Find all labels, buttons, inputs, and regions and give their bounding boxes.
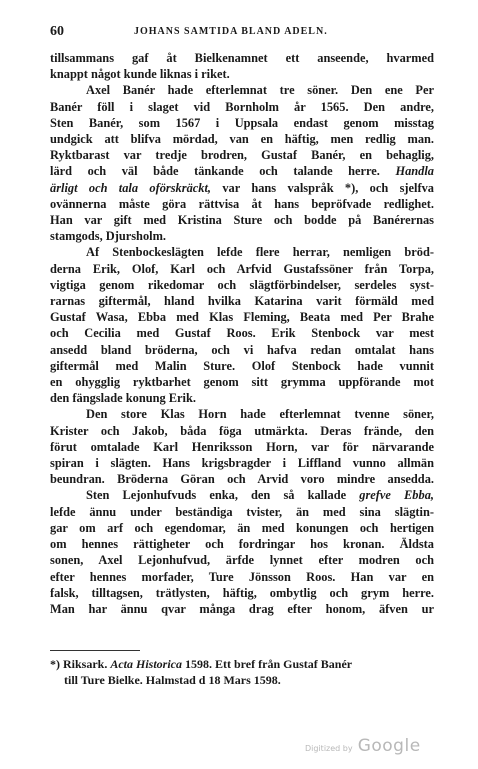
text-line: knappt något kunde liknas i riket. <box>50 67 230 82</box>
text-line: undgick att blifva mördad, van en häftig, men redlig man. <box>50 132 434 147</box>
footnote-rule <box>50 650 140 651</box>
text-line: Af Stenbockeslägten lefde flere herrar, nemligen bröd- <box>86 245 434 260</box>
footnote <box>50 656 434 688</box>
text-line: Sten Banér, som 1567 i Uppsala endast genom misstag <box>50 115 434 130</box>
text-line: sonen, Axel Lejonhufvud, ärfde lynnet efter modren och <box>50 553 434 568</box>
text-line: om hennes rättigheter och fordringar hos kronan. Äldsta <box>50 537 434 552</box>
text-line: spiran i slägten. Hans krigsbragder i Liffland vunno allmän <box>50 456 434 471</box>
text-line: ärligt och tala oförskräckt, var hans valspråk *), och sjelfva <box>50 180 434 195</box>
text-line: ovännerna måste göra rättvisa åt hans bepröfvade redlighet. <box>50 196 434 211</box>
text-line: en ohygglig ryktbarhet genom sitt grymma uppförande mot <box>50 375 434 390</box>
text-line: Banér föll i slaget vid Bornholm år 1565. Den andre, <box>50 99 434 114</box>
text-line: Ryktbarast var tredje brodren, Gustaf Banér, en behaglig, <box>50 148 434 163</box>
footnote-line: *) Riksark. Acta Historica 1598. Ett bref från Gustaf Banér <box>50 657 353 671</box>
text-line: den fängslade konung Erik. <box>50 391 196 406</box>
body-text <box>50 50 434 617</box>
text-line: giftermål med Malin Sture. Olof Stenbock hade vunnit <box>50 358 434 373</box>
text-line: och Cecilia med Gustaf Roos. Erik Stenbock var mest <box>50 326 434 341</box>
text-line: Sten Lejonhufvuds enka, den så kallade grefve Ebba, <box>86 488 434 503</box>
text-line: derna Erik, Olof, Karl och Arfvid Gustafssöner från Torpa, <box>50 261 434 276</box>
footnote-line: till Ture Bielke. Halmstad d 18 Mars 1598. <box>64 673 281 687</box>
page-number: 60 <box>50 24 64 39</box>
motto-italic: Handla <box>395 164 434 179</box>
text-line: falsk, tilltagsen, trätlysten, häftig, ombytlig och grym herre. <box>50 585 434 600</box>
grefve-ebba-italic: grefve Ebba, <box>359 488 434 503</box>
text-line: Gustaf Wasa, Ebba med Klas Fleming, Beata med Per Brahe <box>50 310 434 325</box>
text-line: vigtiga genom rikedomar och slägtförbindelser, serdeles syst- <box>50 277 434 292</box>
page-header <box>50 24 430 42</box>
text-line: lärd och väl både tänkande och talande herre. Handla <box>50 164 434 179</box>
text-line: Axel Banér hade efterlemnat tre söner. Den ene Per <box>86 83 434 98</box>
google-watermark <box>305 736 421 756</box>
running-head: JOHANS SAMTIDA BLAND ADELN. <box>134 26 328 37</box>
text-line: Den store Klas Horn hade efterlemnat tvenne söner, <box>86 407 434 422</box>
text-line: ansedd bland bröderna, och vi hafva redan omtalat hans <box>50 342 434 357</box>
text-line: Han var gift med Kristina Sture och bodde på Banérernas <box>50 213 434 228</box>
text-line: beundran. Bröderna Göran och Arvid voro mindre ansedda. <box>50 472 434 487</box>
motto-italic: ärligt och tala oförskräckt, <box>50 180 211 195</box>
text-line: Man har ännu qvar många drag efter honom, äfven ur <box>50 601 434 616</box>
text-line: Krister och Jakob, båda föga utmärkta. Deras frände, den <box>50 423 434 438</box>
text-line: gar om arf och egendomar, än med konungen och hertigen <box>50 520 434 535</box>
text-line: tillsammans gaf åt Bielkenamnet ett anseende, hvarmed <box>50 51 434 65</box>
text-line: rarnas giftermål, hland hvilka Katarina varit förmäld med <box>50 294 434 309</box>
text-line: lefde ännu under beständiga tvister, än med sina slägtin- <box>50 504 434 519</box>
text-line: förut omtalade Karl Henriksson Horn, var för närvarande <box>50 439 434 454</box>
google-logo: Google <box>357 736 421 756</box>
watermark-small-text: Digitized by <box>305 744 353 753</box>
footnote-italic: Acta Historica <box>110 657 183 671</box>
text-line: efter hennes morfader, Ture Jönsson Roos. Han var en <box>50 569 434 584</box>
text-line: stamgods, Djursholm. <box>50 229 166 244</box>
